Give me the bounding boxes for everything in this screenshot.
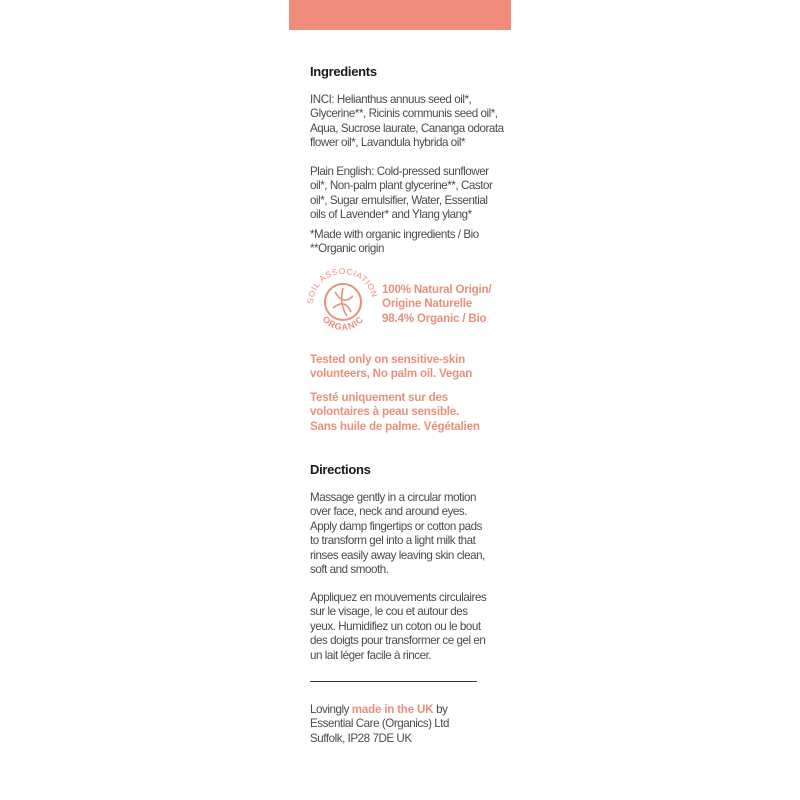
text-line: Appliquez en mouvements circulaires: [310, 591, 487, 604]
logo-text-bottom: ORGANIC: [320, 314, 366, 333]
text: Lovingly: [310, 703, 352, 716]
text-line: INCI: Helianthus annuus seed oil*,: [310, 93, 472, 106]
soil-association-organic-logo: [303, 262, 383, 342]
text-line: over face, neck and around eyes.: [310, 505, 468, 519]
text-line: Plain English: Cold-pressed sunflower: [310, 165, 489, 178]
made-in-line: [310, 703, 449, 717]
made-in-uk-highlight: made in the UK: [351, 703, 434, 716]
text-line: volunteers, No palm oil. Vegan: [310, 367, 473, 381]
text: by: [433, 703, 448, 716]
text-line: *Made with organic ingredients / Bio: [310, 228, 479, 241]
text-line: 98.4% Organic / Bio: [382, 311, 487, 325]
text-line: rinses easily away leaving skin clean,: [310, 548, 485, 562]
directions-en: [310, 491, 485, 577]
text-line: volontaires à peau sensible.: [310, 405, 460, 419]
text-line: Massage gently in a circular motion: [310, 491, 476, 504]
text-line: Apply damp fingertips or cotton pads: [310, 519, 482, 533]
text-line: un lait léger facile à rincer.: [310, 648, 432, 662]
maker-info: [310, 703, 449, 746]
text-line: Essential Care (Organics) Ltd: [310, 717, 450, 731]
text-line: yeux. Humidifiez un coton ou le bout: [310, 619, 481, 633]
testing-claim-en: [310, 353, 472, 382]
directions-heading: Directions: [310, 462, 371, 477]
text-line: oil*, Sugar emulsifier, Water, Essential: [310, 193, 488, 207]
text-line: Suffolk, IP28 7DE UK: [310, 731, 412, 745]
divider: [310, 681, 477, 682]
text-line: Testé uniquement sur des: [310, 391, 449, 404]
text-line: sur le visage, le cou et autour des: [310, 605, 468, 619]
natural-origin-claim: [382, 283, 491, 326]
organic-notes: [310, 228, 479, 257]
text-line: Glycerine**, Ricinis communis seed oil*,: [310, 107, 498, 121]
ingredients-heading: Ingredients: [310, 64, 377, 79]
text-line: oils of Lavender* and Ylang ylang*: [310, 208, 472, 222]
text-line: oil*, Non-palm plant glycerine**, Castor: [310, 179, 493, 193]
text-line: flower oil*, Lavandula hybrida oil*: [310, 136, 466, 150]
logo-text-top: SOIL ASSOCIATION: [304, 265, 381, 305]
testing-claim-fr: [310, 391, 480, 434]
text-line: Aqua, Sucrose laurate, Cananga odorata: [310, 121, 504, 135]
text-line: Tested only on sensitive-skin: [310, 353, 466, 366]
text-line: to transform gel into a light milk that: [310, 534, 476, 548]
text-line: **Organic origin: [310, 242, 384, 256]
text-line: des doigts pour transformer ce gel en: [310, 634, 486, 648]
text-line: 100% Natural Origin/: [382, 283, 492, 296]
text-line: soft and smooth.: [310, 562, 389, 576]
directions-fr: [310, 591, 486, 663]
text-line: Sans huile de palme. Végétalien: [310, 419, 480, 433]
header-color-band: [289, 0, 511, 30]
svg-text:SOIL ASSOCIATION: [305, 266, 380, 304]
svg-text:ORGANIC: [321, 314, 366, 332]
inci-list: [310, 93, 504, 151]
plain-english-list: [310, 165, 492, 223]
text-line: Origine Naturelle: [382, 297, 473, 311]
